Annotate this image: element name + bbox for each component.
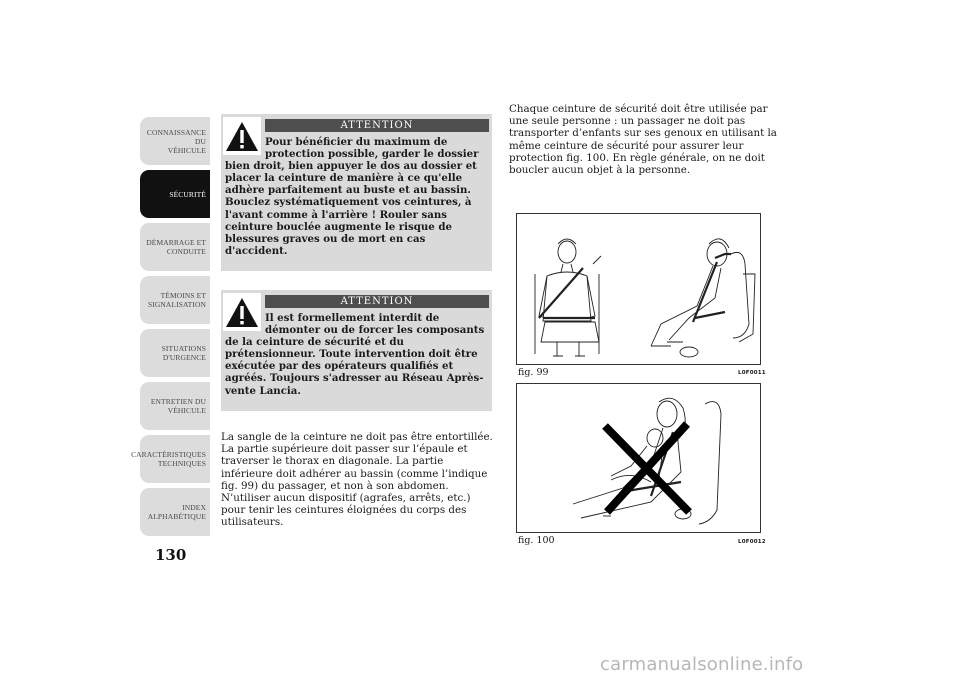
warning-title: ATTENTION [265,119,489,132]
tab-entretien-du-vehicule[interactable]: ENTRETIEN DU VÉHICULE [140,382,210,430]
warning-title: ATTENTION [265,295,489,308]
warning-box-1 [221,114,492,271]
figure-100-label: fig. 100 [518,535,555,546]
paragraph-belt-position: La sangle de la ceinture ne doit pas être entortillée. La partie supérieure doit passer sur l’épaule et traverser le thorax en diagonale. La partie inférieure doit adhérer au bassin (comme l’indique fig. 99) du passager, et non à son abdomen. N’utiliser aucun dispositif (agrafes, arrêts, etc.) pour tenir les ceintures éloignées du corps des utilisateurs. [221,431,493,529]
watermark: carmanualsonline.info [600,654,804,675]
warning-text [225,136,488,257]
tab-connaissance-du-vehicule[interactable]: CONNAISSANCE DU VÉHICULE [140,117,210,165]
warning-text [225,312,488,397]
page-number: 130 [155,546,187,564]
figure-100-code: L0F0012 [738,539,766,545]
tab-caracteristiques-techniques[interactable]: CARACTÉRISTIQUES TECHNIQUES [140,435,210,483]
tab-situations-d-urgence[interactable]: SITUATIONS D'URGENCE [140,329,210,377]
figure-99-code: L0F0011 [738,370,766,376]
tab-temoins-et-signalisation[interactable]: TÉMOINS ET SIGNALISATION [140,276,210,324]
figure-100-image [516,383,761,533]
tab-securite[interactable]: SÉCURITÉ [140,170,210,218]
warning-body: de la ceinture de sécurité et du prétensionneur. Toute intervention doit être exécutée par des opérateurs qualifiés et agréés. Toujours s'adresser au Réseau Après-vente Lancia. [225,336,484,397]
paragraph-one-person-per-belt: Chaque ceinture de sécurité doit être utilisée par une seule personne : un passager ne doit pas transporter d’enfants sur ses genoux en utilisant la même ceinture de sécurité pour assurer leur protection fig. 100. En règle générale, on ne doit boucler aucun objet à la personne. [509,103,777,177]
warning-box-2 [221,290,492,411]
tab-index-alphabetique[interactable]: INDEX ALPHABÉTIQUE [140,488,210,536]
figure-99-label: fig. 99 [518,367,549,378]
warning-lead: Il est formellement interdit de démonter ou de forcer les composants [265,312,485,337]
tab-demarrage-et-conduite[interactable]: DÉMARRAGE ET CONDUITE [140,223,210,271]
warning-body: bien droit, bien appuyer le dos au dossier et placer la ceinture de manière à ce qu'elle adhère parfaitement au buste et au bassin. Bouclez systématiquement vos ceintures, à l'avant comme à l'arrière ! Rouler sans ceinture bouclée augmente le risque de blessures graves ou de mort en cas d'accident. [225,160,477,257]
figure-99-image [516,213,761,365]
warning-lead: Pour bénéficier du maximum de protection possible, garder le dossier [265,136,479,161]
